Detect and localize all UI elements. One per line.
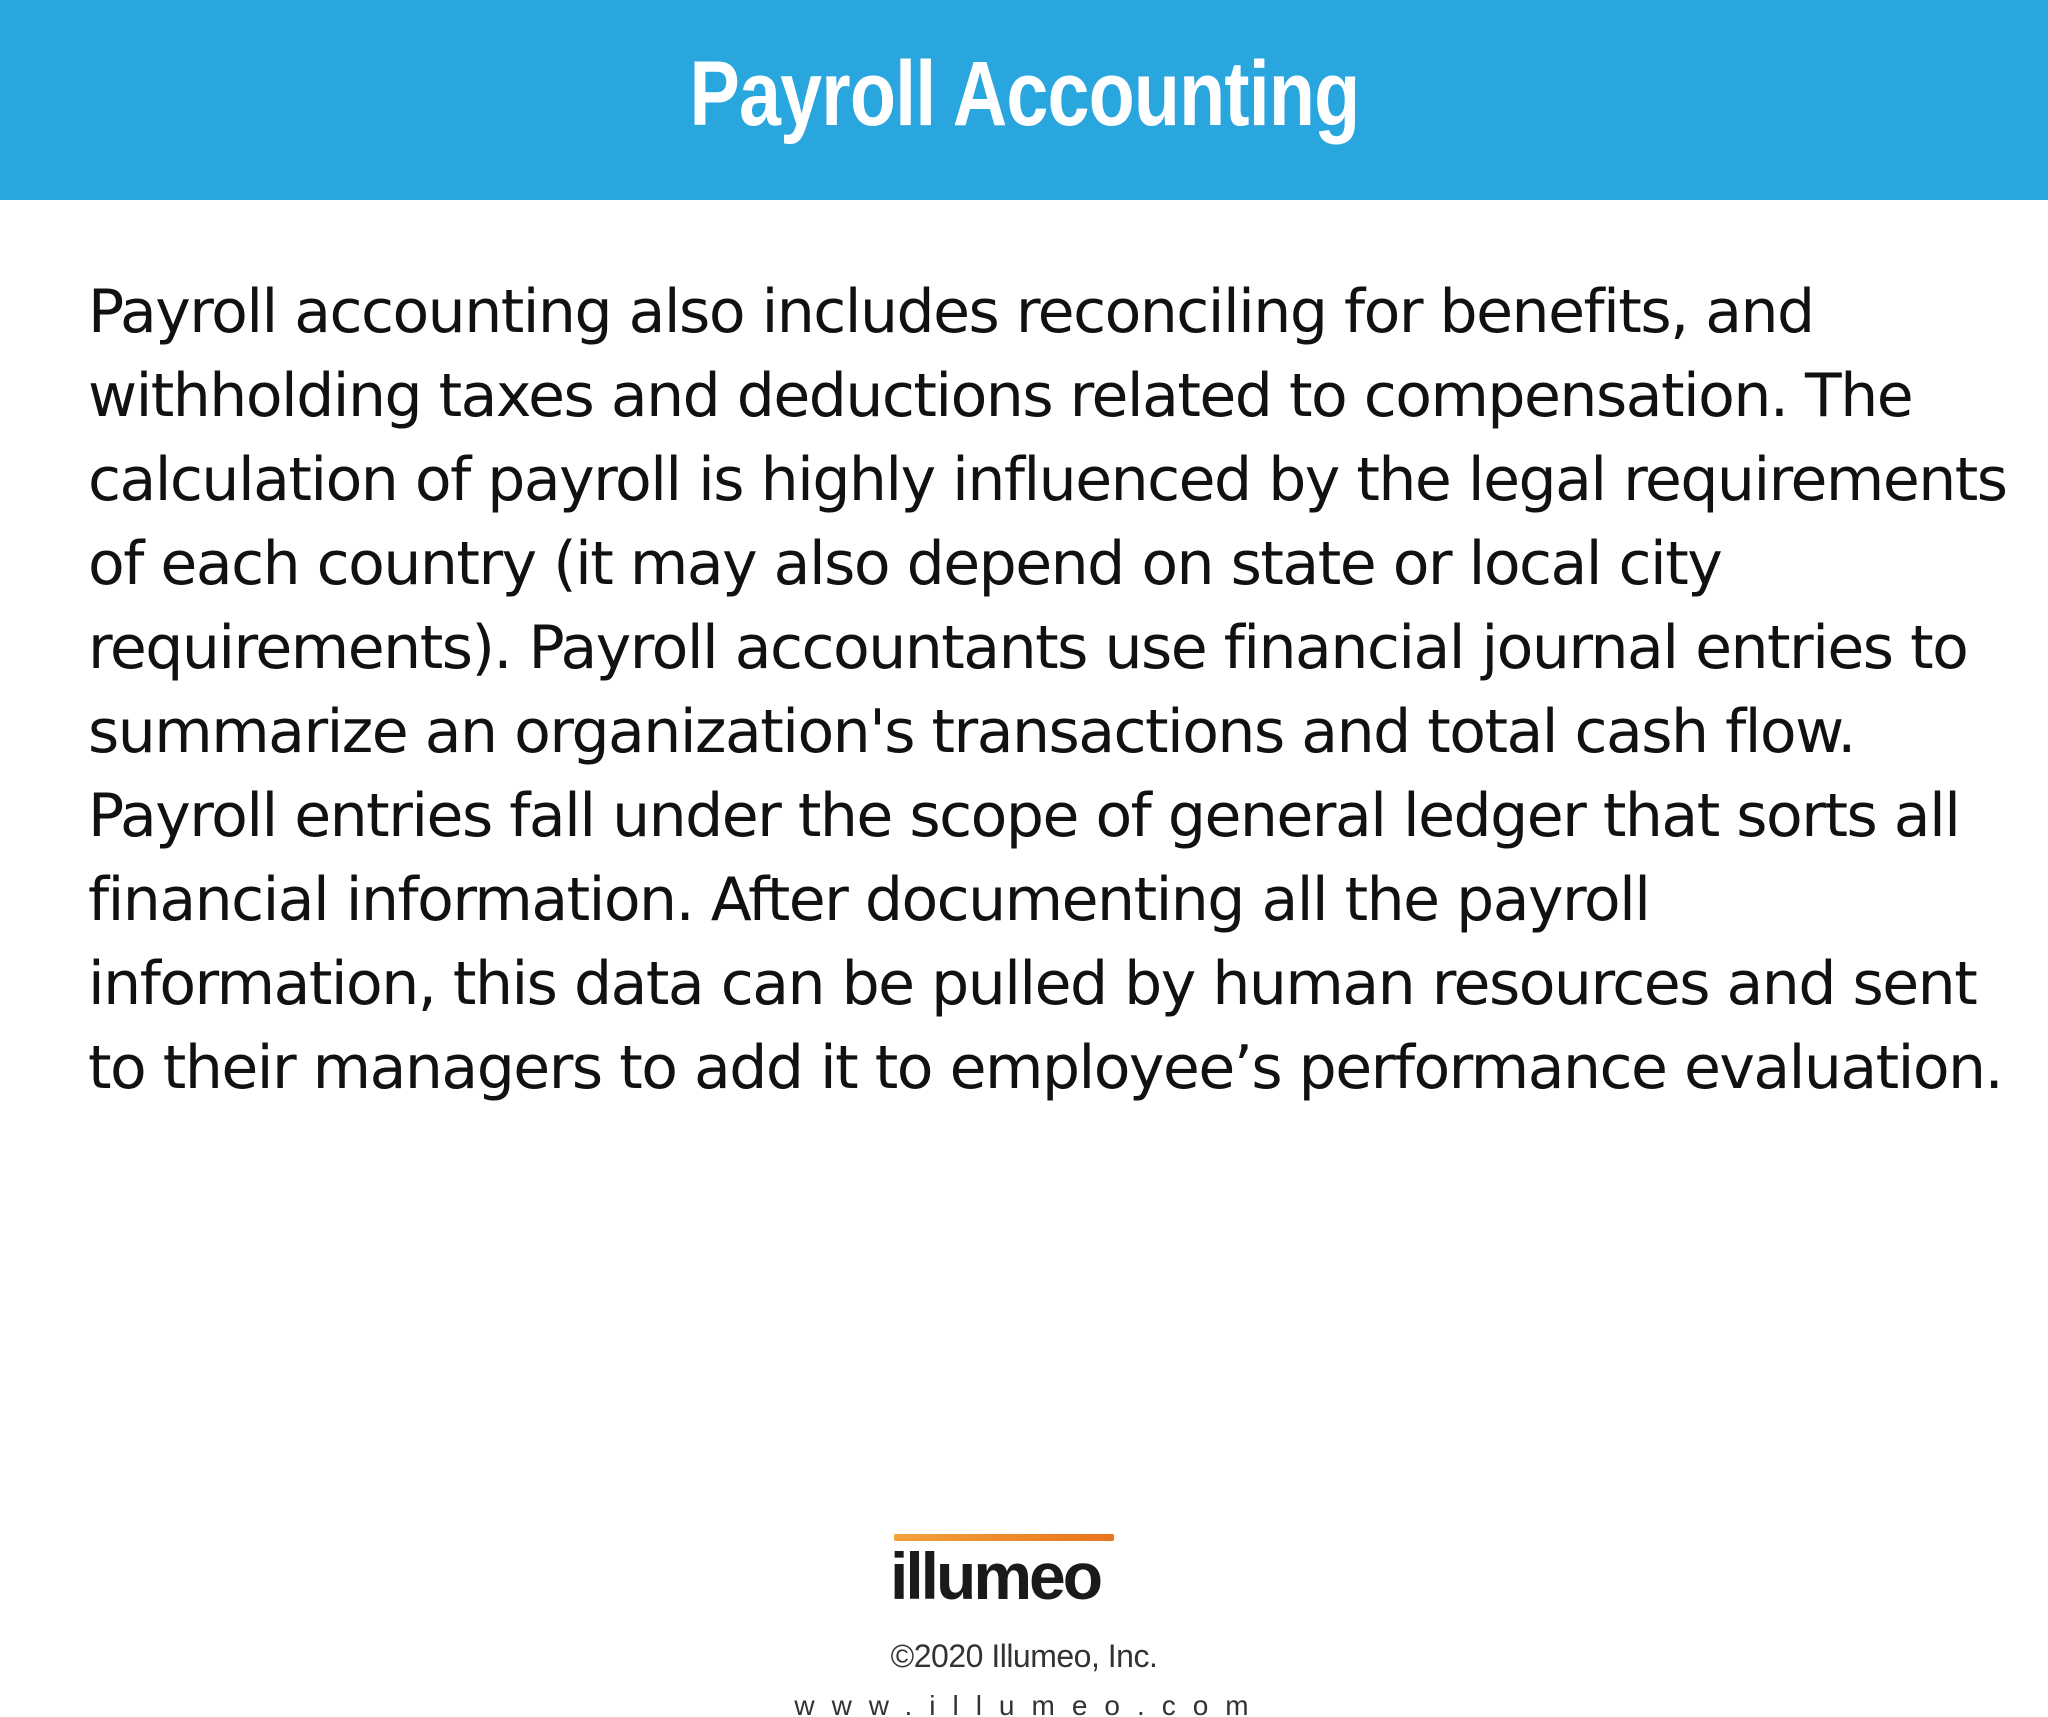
illumeo-logo bbox=[890, 1534, 1120, 1614]
logo-wordmark: illumeo bbox=[890, 1539, 1101, 1613]
copyright-text: ©2020 Illumeo, Inc. bbox=[890, 1638, 1158, 1674]
footer bbox=[0, 1530, 2048, 1717]
title-bar bbox=[0, 0, 2048, 200]
slide-title: Payroll Accounting bbox=[689, 42, 1359, 145]
body-paragraph: Payroll accounting also includes reconciling for benefits, and withholding taxes and deductions related to compensation. The calculation of payroll is highly influenced by the legal requirements of each country (it may also depend on state or local city requirements). Payroll accountants use financial journal entries to summarize an organization's transactions and total cash flow. Payroll entries fall under the scope of general ledger that sorts all financial information. After documenting all the payroll information, this data can be pulled by human resources and sent to their managers to add it to employee’s performance evaluation. bbox=[88, 277, 2007, 1103]
website-link[interactable]: www.illumeo.com bbox=[794, 1690, 1266, 1717]
